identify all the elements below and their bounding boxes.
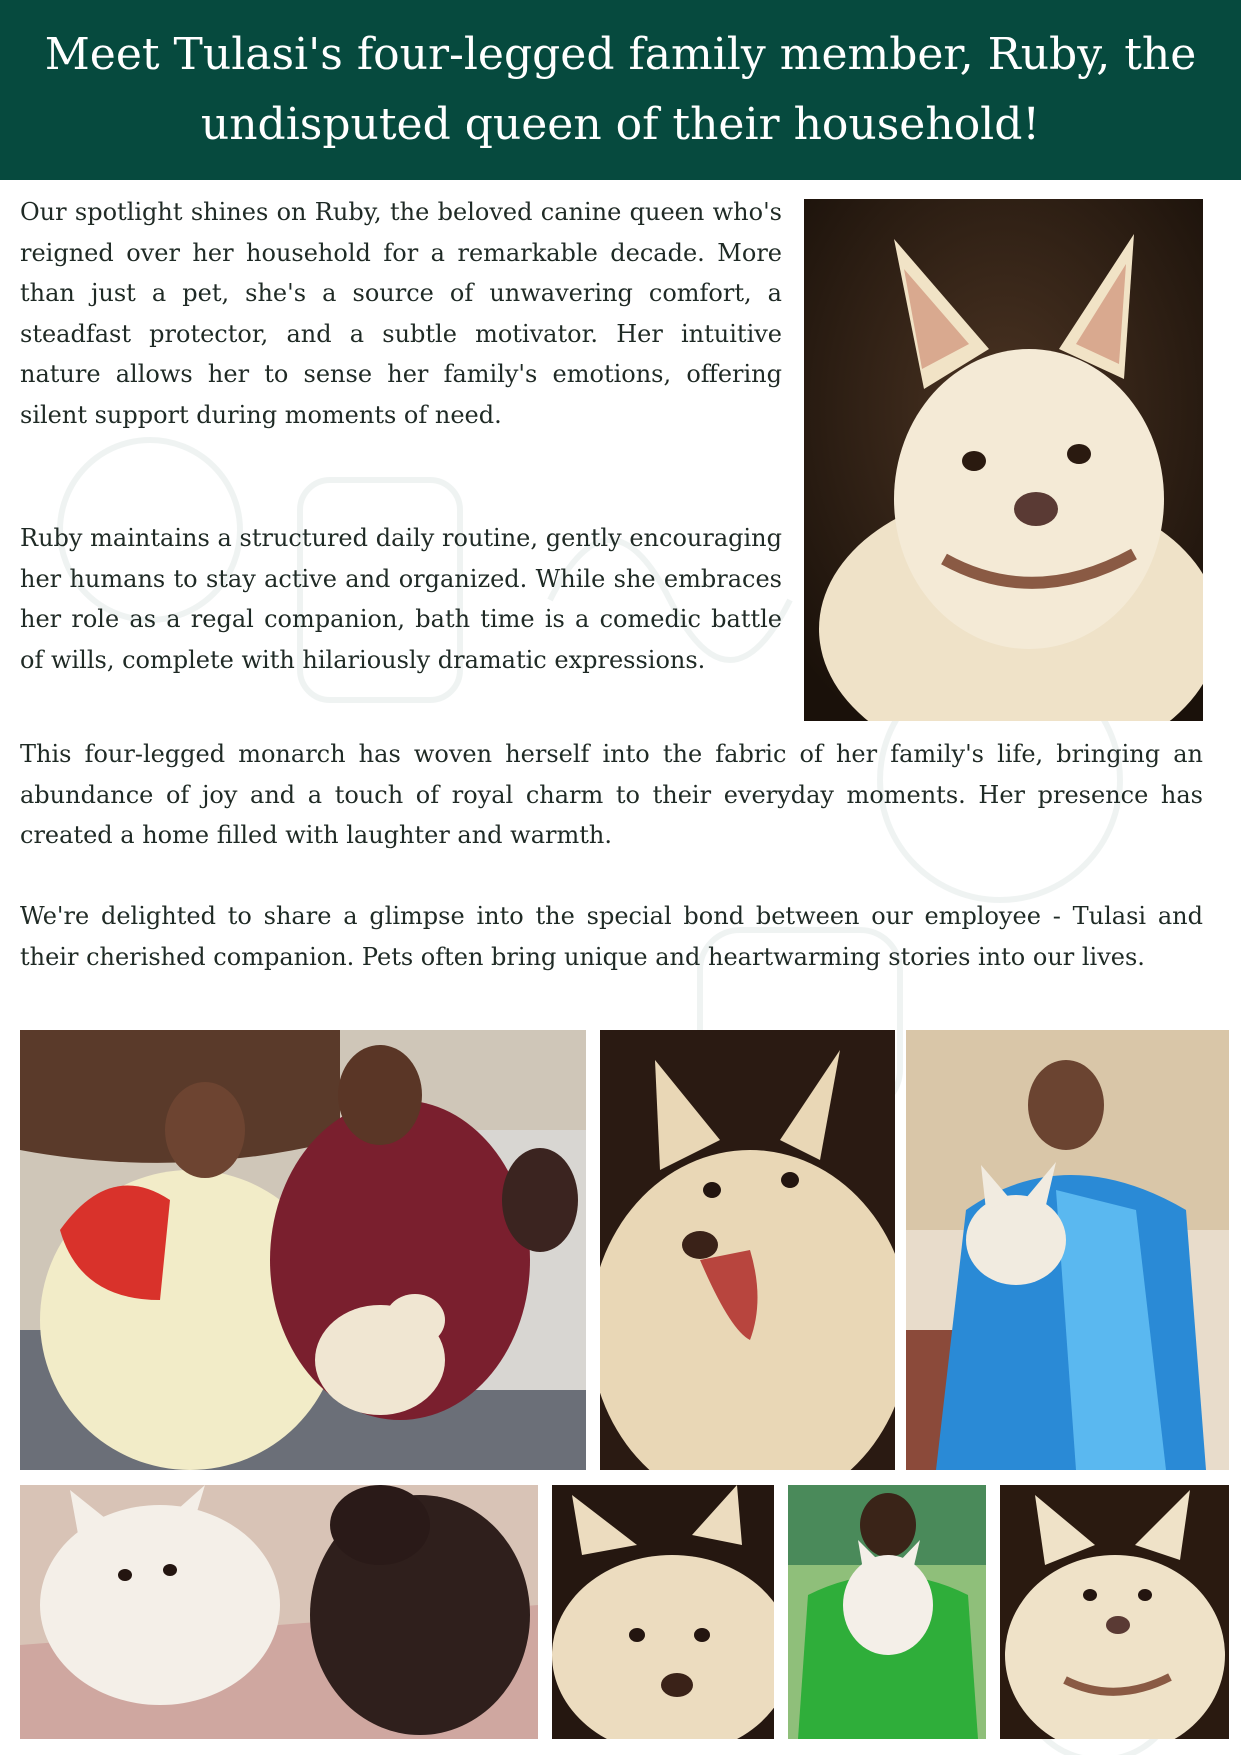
article-paragraph-2: Ruby maintains a structured daily routine, gently encouraging her humans to stay active and organized. While she embraces her role as a regal companion, bath time is a comedic battle of wills, complete with hilariously dramatic expressions. — [20, 524, 782, 674]
article-paragraph-4: We're delighted to share a glimpse into the special bond between our employee - Tulasi and their cherished companion. Pets often bring unique and heartwarming stories into our lives. — [20, 902, 1203, 971]
ruby-with-puppy-photo — [20, 1485, 538, 1739]
man-holding-ruby-photo — [788, 1485, 986, 1739]
ruby-portrait-photo — [804, 199, 1203, 721]
tulasi-holding-ruby-photo — [906, 1030, 1229, 1470]
page-title: Meet Tulasi's four-legged family member, Ruby, the undisputed queen of their household! — [0, 0, 1241, 180]
article-paragraph-1: Our spotlight shines on Ruby, the beloved canine queen who's reigned over her household for a remarkable decade. More than just a pet, she's a source of unwavering comfort, a steadfast protector, and a subtle motivator. Her intuitive nature allows her to sense her family's emotions, offering silent support during moments of need. — [20, 198, 782, 429]
ruby-yawning-photo — [600, 1030, 895, 1470]
ruby-collar-portrait-photo — [1000, 1485, 1229, 1739]
ruby-closeup-photo — [552, 1485, 774, 1739]
article-paragraph-3: This four-legged monarch has woven herself into the fabric of her family's life, bringing an abundance of joy and a touch of royal charm to their everyday moments. Her presence has created a home filled with laughter and warmth. — [20, 740, 1203, 849]
family-on-sofa-photo — [20, 1030, 586, 1470]
